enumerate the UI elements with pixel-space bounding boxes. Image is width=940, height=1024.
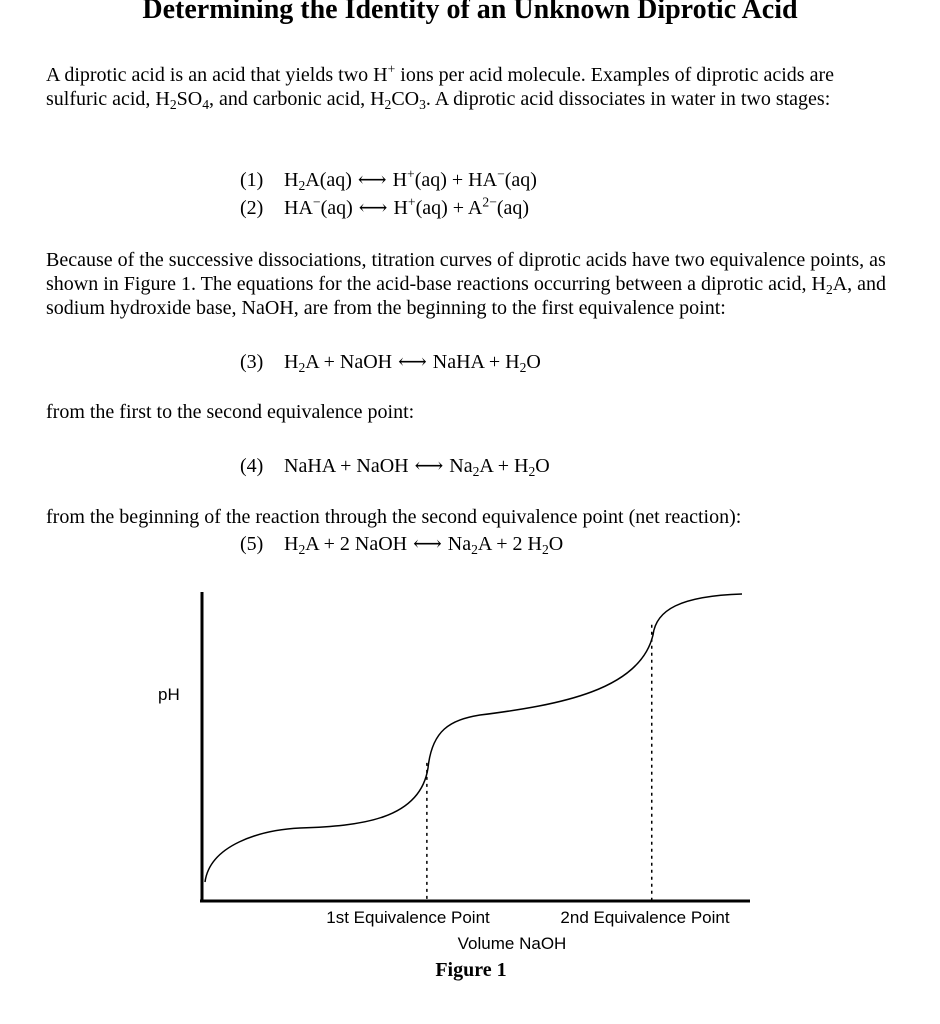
equilibrium-arrow: ⟷ (358, 197, 388, 219)
equilibrium-arrow: ⟷ (414, 455, 444, 477)
x-tick-label-first-equivalence: 1st Equivalence Point (326, 908, 490, 927)
equation-4: (4) NaHA + NaOH ⟷ $Na_2A + H_2O$ (240, 455, 550, 479)
net-reaction-text: from the beginning of the reaction through the second equivalence point (net reaction): (46, 506, 742, 528)
equation-1: (1) $H_2A(aq)$ ⟷ H+(aq) + HA−(aq) (240, 166, 537, 193)
first-to-second-text: from the first to the second equivalence point: (46, 401, 415, 423)
page-title: Determining the Identity of an Unknown Diprotic Acid (142, 0, 798, 25)
titration-figure (0, 580, 940, 1020)
y-axis-label: pH (158, 685, 180, 704)
titration-curve (205, 594, 742, 882)
intro-paragraph: A diprotic acid is an acid that yields two H+ ions per acid molecule. Examples of diprotic acids are sulfuric acid, $H_2SO_4$, and carbonic acid, $H_2CO_3$. A diprotic acid dissociates in water in two stages: (46, 61, 834, 112)
titration-paragraph: Because of the successive dissociations, titration curves of diprotic acids have two equivalence points, as shown in Figure 1. The equations for the acid-base reactions occurring between a diprotic acid, $H_2A$, and sodium hydroxide base, NaOH, are from the beginning to the first equivalence point: (46, 249, 887, 319)
figure-caption: Figure 1 (435, 959, 507, 981)
equation-5: (5) $H_2A + 2$ NaOH ⟷ $Na_2A + 2$ $H_2O$ (240, 533, 564, 557)
x-tick-label-second-equivalence: 2nd Equivalence Point (560, 908, 730, 927)
equilibrium-arrow: ⟷ (357, 169, 387, 191)
equation-2: (2) HA−(aq) ⟷ $H^+(aq) + A^{2-}(aq)$ (240, 194, 530, 219)
equilibrium-arrow: ⟷ (398, 351, 427, 373)
equation-3: (3) $H_2A$ + NaOH ⟷ NaHA + $H_2O$ (240, 351, 541, 375)
equilibrium-arrow: ⟷ (413, 533, 442, 555)
x-axis-label: Volume NaOH (457, 934, 567, 953)
